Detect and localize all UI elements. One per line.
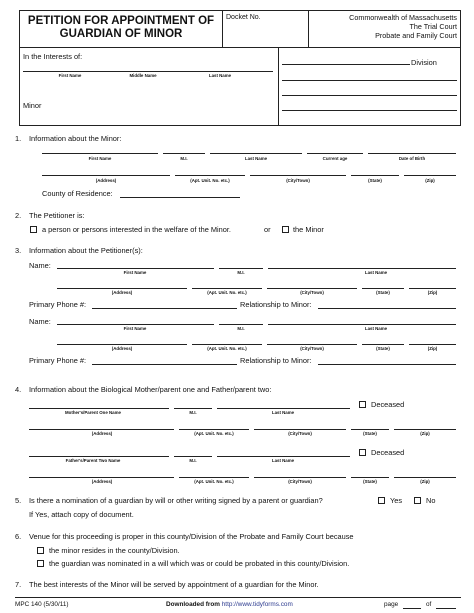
s1-zip-caption: (Zip) bbox=[425, 178, 435, 183]
mother-mi-line[interactable] bbox=[174, 408, 212, 409]
father-city-caption: (City/Town) bbox=[288, 479, 312, 484]
s1-apt-line[interactable] bbox=[175, 175, 245, 176]
p1-last-name-line[interactable] bbox=[268, 268, 456, 269]
s1-county-line[interactable] bbox=[120, 197, 240, 198]
interests-box bbox=[19, 48, 461, 126]
docket-label: Docket No. bbox=[226, 14, 261, 21]
father-deceased-label: Deceased bbox=[371, 448, 405, 457]
court-line2: The Trial Court bbox=[409, 22, 457, 31]
s5-note: If Yes, attach copy of document. bbox=[29, 510, 134, 519]
s2-option1-checkbox[interactable] bbox=[30, 226, 37, 233]
p2-state-line[interactable] bbox=[362, 344, 404, 345]
s5-no-checkbox[interactable] bbox=[414, 497, 421, 504]
s1-address-caption: (Address) bbox=[95, 178, 117, 183]
p2-address-caption: (Address) bbox=[111, 346, 133, 351]
s5-label: Is there a nomination of a guardian by will or other writing signed by a parent or guardian? bbox=[29, 496, 323, 505]
p2-apt-caption: (Apt. Unit. No. etc.) bbox=[207, 346, 247, 351]
s5-number: 5. bbox=[15, 496, 22, 505]
p1-address-line[interactable] bbox=[57, 288, 187, 289]
s1-state-line[interactable] bbox=[351, 175, 399, 176]
s5-yes-label: Yes bbox=[390, 496, 403, 505]
p1-relationship-label: Relationship to Minor: bbox=[240, 300, 312, 309]
header-divider-1 bbox=[222, 10, 223, 48]
minor-middle-name-caption: Middle Name bbox=[129, 73, 157, 78]
father-zip-caption: (Zip) bbox=[420, 479, 430, 484]
s6-number: 6. bbox=[15, 532, 22, 541]
p2-last-name-line[interactable] bbox=[268, 324, 456, 325]
page-number-line[interactable] bbox=[403, 608, 421, 609]
p2-phone-label: Primary Phone #: bbox=[29, 356, 87, 365]
s1-zip-line[interactable] bbox=[404, 175, 456, 176]
p2-phone-line[interactable] bbox=[92, 364, 237, 365]
interests-label: In the Interests of: bbox=[23, 52, 83, 61]
p1-city-caption: (City/Town) bbox=[300, 290, 324, 295]
s1-number: 1. bbox=[15, 134, 22, 143]
s1-label: Information about the Minor: bbox=[29, 134, 122, 143]
p2-first-name-line[interactable] bbox=[57, 324, 214, 325]
downloaded-from bbox=[166, 601, 293, 608]
p1-phone-label: Primary Phone #: bbox=[29, 300, 87, 309]
mother-name-line[interactable] bbox=[29, 408, 169, 409]
footer-rule bbox=[15, 597, 461, 598]
p2-last-name-caption: Last Name bbox=[364, 326, 388, 331]
p2-zip-line[interactable] bbox=[409, 344, 456, 345]
division-line[interactable] bbox=[282, 64, 410, 65]
p2-zip-caption: (Zip) bbox=[427, 346, 438, 351]
p1-mi-caption: M.I. bbox=[237, 270, 245, 275]
s5-yes-checkbox[interactable] bbox=[378, 497, 385, 504]
s1-mi-line[interactable] bbox=[163, 153, 205, 154]
s7-number: 7. bbox=[15, 580, 22, 589]
minor-label: Minor bbox=[23, 101, 42, 110]
p2-mi-line[interactable] bbox=[219, 324, 263, 325]
court-line1: Commonwealth of Massachusetts bbox=[349, 13, 457, 22]
mother-last-name-line[interactable] bbox=[217, 408, 350, 409]
p1-last-name-caption: Last Name bbox=[364, 270, 388, 275]
header-divider-2 bbox=[308, 10, 309, 48]
s2-label: The Petitioner is: bbox=[29, 211, 85, 220]
p1-city-line[interactable] bbox=[267, 288, 357, 289]
father-zip-line[interactable] bbox=[394, 477, 456, 478]
s1-first-name-line[interactable] bbox=[42, 153, 158, 154]
s6-option1-label: the minor resides in the county/Division. bbox=[49, 546, 180, 555]
s3-label: Information about the Petitioner(s): bbox=[29, 246, 143, 255]
source-url-link[interactable]: http://www.tidyforms.com bbox=[221, 601, 293, 608]
mother-city-caption: (City/Town) bbox=[288, 431, 312, 436]
interests-divider bbox=[278, 48, 279, 126]
p1-phone-line[interactable] bbox=[92, 308, 237, 309]
page-total-line[interactable] bbox=[436, 608, 456, 609]
mother-state-line[interactable] bbox=[351, 429, 389, 430]
p1-address-caption: (Address) bbox=[111, 290, 133, 295]
form-title-line1: PETITION FOR APPOINTMENT OF bbox=[27, 15, 215, 27]
s5-no-label: No bbox=[426, 496, 436, 505]
mother-deceased-checkbox[interactable] bbox=[359, 401, 366, 408]
court-line3: Probate and Family Court bbox=[375, 31, 457, 40]
minor-name-line[interactable] bbox=[23, 71, 273, 72]
father-apt-caption: (Apt. Unit. No. etc.) bbox=[194, 479, 234, 484]
s1-address-line[interactable] bbox=[42, 175, 170, 176]
p1-zip-caption: (Zip) bbox=[427, 290, 438, 295]
p2-name-label: Name: bbox=[29, 317, 51, 326]
mother-zip-caption: (Zip) bbox=[420, 431, 430, 436]
p2-city-line[interactable] bbox=[267, 344, 357, 345]
father-last-name-caption: Last Name bbox=[271, 458, 295, 463]
p1-apt-caption: (Apt. Unit. No. etc.) bbox=[207, 290, 247, 295]
minor-last-name-caption: Last Name bbox=[208, 73, 232, 78]
s7-label: The best interests of the Minor will be served by appointment of a guardian for the Minor. bbox=[29, 580, 319, 589]
father-mi-line[interactable] bbox=[174, 456, 212, 457]
docket-number-field[interactable] bbox=[224, 22, 306, 46]
p1-first-name-caption: First Name bbox=[123, 270, 147, 275]
mother-name-caption: Mother's/Parent One Name bbox=[65, 410, 121, 415]
p1-state-caption: (State) bbox=[376, 290, 390, 295]
mother-mi-caption: M.I. bbox=[189, 410, 197, 415]
page-label: page bbox=[384, 601, 399, 608]
of-label: of bbox=[426, 601, 432, 608]
p2-first-name-caption: First Name bbox=[123, 326, 147, 331]
division-extra-line-1[interactable] bbox=[282, 80, 457, 81]
father-name-line[interactable] bbox=[29, 456, 169, 457]
s1-age-caption: Current age bbox=[322, 156, 348, 161]
p1-state-line[interactable] bbox=[362, 288, 404, 289]
s1-mi-caption: M.I. bbox=[180, 156, 188, 161]
father-address-caption: (Address) bbox=[91, 479, 113, 484]
p2-city-caption: (City/Town) bbox=[300, 346, 324, 351]
mother-address-line[interactable] bbox=[29, 429, 174, 430]
s2-option2-checkbox[interactable] bbox=[282, 226, 289, 233]
s6-option1-checkbox[interactable] bbox=[37, 547, 44, 554]
p2-apt-line[interactable] bbox=[192, 344, 262, 345]
mother-state-caption: (State) bbox=[363, 431, 377, 436]
s2-option2-label: the Minor bbox=[293, 225, 324, 234]
father-state-line[interactable] bbox=[351, 477, 389, 478]
mother-address-caption: (Address) bbox=[91, 431, 113, 436]
p2-address-line[interactable] bbox=[57, 344, 187, 345]
division-label: Division bbox=[411, 58, 437, 67]
s1-dob-line[interactable] bbox=[368, 153, 456, 154]
s1-city-caption: (City/Town) bbox=[286, 178, 310, 183]
mother-last-name-caption: Last Name bbox=[271, 410, 295, 415]
father-city-line[interactable] bbox=[254, 477, 346, 478]
s1-apt-caption: (Apt. Unit. No. etc.) bbox=[190, 178, 230, 183]
s6-option2-label: the guardian was nominated in a will which was or could be probated in this county/Division. bbox=[49, 559, 350, 568]
downloaded-label: Downloaded from bbox=[166, 601, 220, 608]
mother-deceased-label: Deceased bbox=[371, 400, 405, 409]
father-name-caption: Father's/Parent Two Name bbox=[65, 458, 121, 463]
s1-age-line[interactable] bbox=[307, 153, 363, 154]
p2-relationship-label: Relationship to Minor: bbox=[240, 356, 312, 365]
s1-county-label: County of Residence: bbox=[42, 189, 113, 198]
s3-number: 3. bbox=[15, 246, 22, 255]
s2-number: 2. bbox=[15, 211, 22, 220]
minor-first-name-caption: First Name bbox=[58, 73, 82, 78]
father-last-name-line[interactable] bbox=[217, 456, 350, 457]
mother-apt-caption: (Apt. Unit. No. etc.) bbox=[194, 431, 234, 436]
p1-apt-line[interactable] bbox=[192, 288, 262, 289]
p1-relationship-line[interactable] bbox=[318, 308, 456, 309]
s2-or-label: or bbox=[264, 225, 271, 234]
s1-first-name-caption: First Name bbox=[88, 156, 112, 161]
division-extra-line-2[interactable] bbox=[282, 95, 457, 96]
s2-option1-label: a person or persons interested in the welfare of the Minor. bbox=[42, 225, 231, 234]
p2-state-caption: (State) bbox=[376, 346, 390, 351]
p1-zip-line[interactable] bbox=[409, 288, 456, 289]
father-deceased-checkbox[interactable] bbox=[359, 449, 366, 456]
father-apt-line[interactable] bbox=[179, 477, 249, 478]
s6-label: Venue for this proceeding is proper in this county/Division of the Probate and Family Court because bbox=[29, 532, 354, 541]
p2-mi-caption: M.I. bbox=[237, 326, 245, 331]
s6-option2-checkbox[interactable] bbox=[37, 560, 44, 567]
mother-city-line[interactable] bbox=[254, 429, 346, 430]
father-state-caption: (State) bbox=[363, 479, 377, 484]
form-title-line2: GUARDIAN OF MINOR bbox=[59, 28, 183, 40]
s1-last-name-caption: Last Name bbox=[244, 156, 268, 161]
s1-city-line[interactable] bbox=[250, 175, 346, 176]
mother-apt-line[interactable] bbox=[179, 429, 249, 430]
s1-dob-caption: Date of Birth bbox=[398, 156, 426, 161]
s4-label: Information about the Biological Mother/parent one and Father/parent two: bbox=[29, 385, 272, 394]
mother-zip-line[interactable] bbox=[394, 429, 456, 430]
form-id: MPC 140 (5/30/11) bbox=[15, 601, 69, 608]
s1-state-caption: (State) bbox=[368, 178, 382, 183]
p1-mi-line[interactable] bbox=[219, 268, 263, 269]
division-extra-line-3[interactable] bbox=[282, 110, 457, 111]
p1-name-label: Name: bbox=[29, 261, 51, 270]
s1-last-name-line[interactable] bbox=[210, 153, 302, 154]
father-mi-caption: M.I. bbox=[189, 458, 197, 463]
p2-relationship-line[interactable] bbox=[318, 364, 456, 365]
s4-number: 4. bbox=[15, 385, 22, 394]
p1-first-name-line[interactable] bbox=[57, 268, 214, 269]
father-address-line[interactable] bbox=[29, 477, 174, 478]
